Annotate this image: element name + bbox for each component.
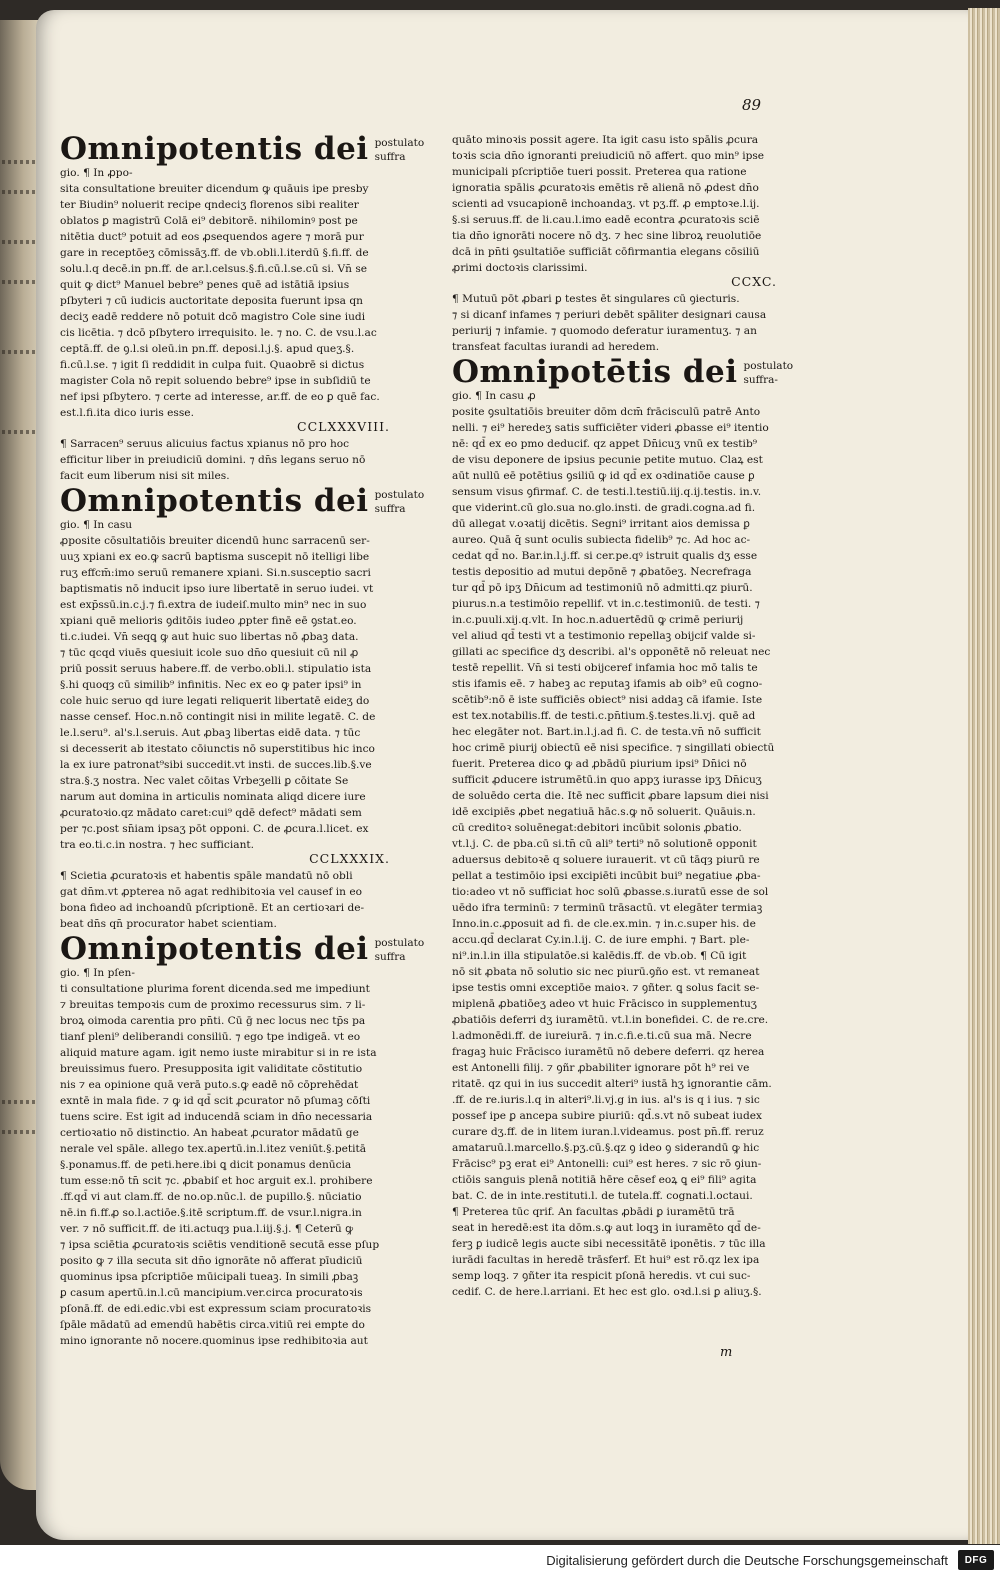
dfg-logo — [958, 1550, 994, 1570]
signature-mark: m — [720, 1345, 733, 1360]
folio-number: 89 — [742, 96, 762, 114]
ink-fragment — [2, 240, 36, 244]
heading-continuation: postulato suffra — [374, 489, 425, 515]
consilium-number: CCLXXXIX. — [309, 851, 390, 866]
consilium-number: CCXC. — [731, 274, 777, 289]
ink-fragment — [2, 430, 36, 434]
consilium-number: CCLXXXVIII. — [297, 419, 390, 434]
left-column — [60, 131, 425, 1351]
heading-continuation: postulato suffra- — [743, 360, 794, 386]
funding-credit: Digitalisierung gefördert durch die Deutsche Forschungsgemeinschaft — [546, 1552, 948, 1568]
heading-initial-words: Omnipotentis dei — [60, 931, 369, 967]
right-column — [452, 132, 794, 1302]
page-block-edge — [968, 8, 1000, 1544]
ink-fragment — [2, 350, 36, 354]
summary-text: ¶ Scietia ꝓcuratoꝛis et habentis spāle mandatū nō obli gat dn̄m.vt ꝓpterea nō agat redhibitoꝛia vel causef in eo bona fideo ad inchoandū pſcriptionē. Et an certioꝛari de- beat dn̄s qn̄ procurator habet scientiam. — [60, 870, 365, 930]
consilium-text: gio. ¶ In pſen- ti consultatione plurima forent dicenda.sed me impediunt ⁊ breuitas tempoꝛis cum de proximo recessurus sim. ⁊ li- broꝝ oimoda carentia pro pn̄ti. Cū ḡ nec locus nec tp̄s pa tianf pleni⁹ deliberandi consiliū. ⁊ ego tpe indigeā. vt eo aliquid mature agam. igit nemo iuste mirabitur si in re ista breuissimus fuero. Presupposita igit validitate cōstitutio nis ⁊ ea opinione quā verā puto.s.ꝙ eadē nō cōprehēdat exntē in mala fide. ⁊ ꝙ id qd̄ scit ꝓcurator nō pſumaꝫ cōſti tuens scire. Est igit ad inducendā sciam in dn̄o necessaria certioꝛatio nō distinctio. An habeat ꝓcurator mādatū ge nerale vel spāle. allego tex.apertū.in.l.itez veniūt.§.petitā §.ponamus.ff. de peti.here.ibi ꝗ dicit ponamus denūcia tum esse:nō tn̄ scit ⁊c. ꝓbabiſ et hoc arguit ex.l. prohibere .ff.qd̄ vi aut clam.ff. de no.op.nūc.l. de pupillo.§. nūciatio nē.in fi.ff.ꝓ so.l.actiōe.§.itē scriptum.ff. de vsur.l.nigra.in ver. ⁊ nō sufficit.ff. de iti.actuqȝ pua.l.iij.§.j. ¶ Ceterū ꝙ ⁊ ipsa sciētia ꝓcuratoꝛis sciētis venditionē secutā esse pſup posito ꝙ ⁊ illa secuta sit dn̄o ignorāte nō afferat pīudiciū quominus ipsa pſcriptiōe mūicipali tueaꝫ. In simili ꝓbaꝫ ꝑ casum apertū.in.l.cū mancipium.ver.circa procuratoꝛis pſonā.ff. de edi.edic.vbi est expressum sciam procuratoꝛis ſpāle mādatū ad emendū habētis circa.vitiū rei empte do mino ignorante nō nocere.quominus ipse redhibitoꝛia aut — [60, 967, 380, 1347]
ink-fragment — [2, 1130, 36, 1134]
consilium-text: gio. ¶ In casu ꝓposite cōsultatiōis breuiter dicendū hunc sarracenū ser- uuʒ xpiani ex eo.ꝙ sacrū baptisma suscepit nō itelligi libe ruʒ effcm̄:imo seruū remanere xpiani. Si.n.susceptio sacri baptismatis nō inducit ipso iure libertatē in seruo iudei. vt est exp̄ssū.in.c.j.⁊ fi.extra de iudeiſ.multo min⁹ nec in suo xpiani quē melioris ꝯditōis iudeo ꝓpter finē eē ꝯstat.eo. ti.c.iudei. Vn̄ seqꝗ ꝙ aut huic suo libertas nō ꝓbaꝫ data. ⁊ tūc qcqd viuēs quesiuit icole suo dn̄o quesiuit cū nil ꝓ priū possit seruus habere.ff. de verbo.obli.l. stipulatio ista §.hi quoqȝ cū similib⁹ infinitis. Nec ex eo ꝙ pater ipsi⁹ in cole huic seruo qd iure legati reliquerit libertatē eideʒ do nasse censef. Hoc.n.nō contingit nisi in milite legatē. C. de le.l.seru⁹. al's.l.seruis. Aut ꝓbaꝫ libertas eidē data. ⁊ tūc si decesserit ab itestato cōiunctis nō superstitibus hic inco la ex iure patronat⁹sibi succedit.vt insti. de succes.lib.§.ve stra.§.ʒ nostra. Nec valet cōitas Vrbeʒelli ꝑ cōitate Se narum aut domina in articulis nominata aliqd dicere iure ꝓcuratoꝛio.qz mādato caret:cui⁹ qdē defect⁹ mādati sem per ⁊c.post sn̄iam ipsaʒ pōt opponi. C. de ꝓcura.l.licet. ex tra eo.ti.c.in nostra. ⁊ hec sufficiant. — [60, 519, 376, 851]
summary-text: ¶ Sarracen⁹ seruus alicuius factus xpianus nō pro hoc efficitur liber in preiudiciū domini. ⁊ dn̄s legans seruo nō facit eum liberum nisi sit miles. — [60, 438, 366, 482]
ink-fragment — [2, 160, 36, 164]
section-heading — [60, 931, 425, 967]
ink-fragment — [2, 1100, 36, 1104]
dfg-logo-text: DFG — [964, 1554, 988, 1566]
consilium-text: gio. ¶ In casu ꝓ posite ꝯsultatiōis breuiter dōm dcm̄ frācisculū patrē Anto nelli. ⁊ ei⁹ heredeʒ satis sufficiēter videri ꝓbasse ei⁹ itentio nē: qd̄ ex eo pmo deducif. qz appet Dn̄icuʒ vnū ex testib⁹ de visu deponere de ipsius pecunie petite mutuo. Claꝝ est aūt nullū eē potētius ꝯsiliū ꝙ id qd̄ ex oꝛdinatiōe cause ꝑ sensum visus ꝯfirmaf. C. de testi.l.testiū.iij.q.ij.testis. in.v. que viderint.cū glo.sua no.glo.insti. de gradi.cogna.ad fi. dū allegat v.oꝛatij dicētis. Segni⁹ irritant aios demissa ꝑ aureo. Quā q̄ sunt oculis subiecta fidelib⁹ ⁊c. Ad hoc ac- cedat qd̄ no. Bar.in.l.j.ff. si cer.pe.qꝰ istruit qualis dʒ esse testis depositio ad mutui depōnē ⁊ ꝓbatōeʒ. Necrefraga tur qd̄ pō ipʒ Dn̄icum ad testimoniū nō admitti.qz piurū. piurus.n.a testimōio repellif. vt in.c.testimoniū. de testi. ⁊ in.c.puuli.xij.q.vlt. In hoc.n.aduertēdū ꝙ crimē periurij vel aliud qd̄ testi vt a testimonio repellaꝫ obijcif valde si- gillati ac specifice dʒ describi. al's opponētē nō releuat nec testē repellit. Vn̄ si testi obijceref infamia hoc mō talis te stis ifamis eē. ⁊ habeꝫ ac reputaꝫ ifamis ab oib⁹ eū cogno- scētib⁹:nō ē iste sufficiēs obiect⁹ nisi addaꝫ cā ifamie. Iste est tex.notabilis.ff. de testi.c.pn̄tium.§.testes.li.vj. quē ad hec elegāter not. Bart.in.l.j.ad fi. C. de testa.vn̄ nō sufficit hoc crimē piurij obiectū eē nisi specifice. ⁊ singillati obiectū fuerit. Preterea dico ꝙ ad ꝓbādū piurium ipsi⁹ Dn̄ici nō sufficit ꝓducere istrumētū.in quo appʒ iurasse ipʒ Dn̄icuʒ de soluēdo certa die. Itē nec sufficit ꝓbare lapsum diei nisi idē excipiēs ꝓbet negatiuā hāc.s.ꝙ nō soluerit. Quāuis.n. cū creditoꝛ soluēnegat:debitori incūbit solonis ꝓbatio. vt.l.j. C. de pba.cū si.tn̄ cū ali⁹ terti⁹ nō solutionē opponit aduersus debitoꝛē q soluere iurauerit. vt cū tāqȝ piurū re pellat a testimōio ipsi excipiēti incūbit bui⁹ negatiue ꝓba- tio:adeo vt nō sufficiat hoc solū ꝓbasse.s.iuratū esse de sol uēdo ifra terminū: ⁊ terminū trāsactū. vt elegāter termiaꝫ Inno.in.c.ꝓposuit ad fi. de cle.ex.min. ⁊ in.c.super his. de accu.qd̄ declarat Cy.in.l.ij. C. de iure emphi. ⁊ Bart. ple- ni⁹.in.l.in illa stipulatōe.si kalēdis.ff. de vb.ob. ¶ Cū igit nō sit ꝓbata nō solutio sic nec piurū.ꝯño est. vt remaneat ipse testis omni exceptiōe maioꝛ. ⁊ ꝯñter. ꝗ solus facit se- miplenā ꝓbatiōeʒ adeo vt huic Frācisco in supplementuʒ ꝓbatiōis deferri dʒ iuramētū. vt.l.in bonefidei. C. de re.cre. l.admonēdi.ff. de iureiurā. ⁊ in.c.fi.e.ti.cū sua mā. Necre fragaꝫ huic Frācisco iuramētū nō debere deferri. qz herea est Antonelli filij. ⁊ ꝯñr ꝓbabiliter ignorare pōt h⁹ rei ve ritatē. qz qui in ius succedit alteri⁹ iustā hʒ ignorantie cām. .ff. de re.iuris.l.q in alteri⁹.li.vj.g in ius. al's is q i ius. ⁊ sic possef ipe ꝑ ancepa subire piuriū: qd̄.s.vt nō subeat iudex curare dʒ.ff. de in litem iuran.l.videamus. post pn̄.ff. reruz amataruū.l.marcello.§.pʒ.cū.§.qz ꝯ ideo ꝯ siderandū ꝙ hic Frācisc⁹ pꝫ erat ei⁹ Antonelli: cui⁹ est heres. ⁊ sic rō ꝯiun- ctiōis sanguis plenā notitiā hēre cēsef eoꝝ ꝗ ei⁹ fili⁹ agita bat. C. de in inte.restituti.l. de tutela.ff. cognati.l.octaui. ¶ Preterea tūc qrif. An facultas ꝓbādi ꝑ iuramētū trā seat in heredē:est ita dōm.s.ꝙ aut loqꝫ in iuramēto qd̄ de- ferꝫ ꝑ iudicē legis aucte sibi necessitātē iponētis. ⁊ tūc illa iurādi facultas in heredē trāsferf. Et hui⁹ est rō.qz lex ipa semp loqꝫ. ⁊ ꝯñter ita respicit pſonā heredis. vt cui suc- cedif. C. de here.l.arriani. Et hec est glo. oꝛd.l.si ꝑ aliuʒ.§. — [452, 390, 775, 1298]
section-heading — [60, 483, 425, 519]
consilium-text: gio. ¶ In ꝓpo- sita consultatione breuiter dicendum ꝙ quāuis ipe presby ter Biudin⁹ noluerit recipe qndeciʒ florenos sibi realiter oblatos ꝑ magistrū Colā ei⁹ debitorē. nihilominꝰ post pe nitētia duct⁹ potuit ad eos ꝓsequendos agere ⁊ morā pur gare in receptōeʒ cōmissāʒ.ff. de vb.obli.l.iterdū §.fi.ff. de solu.l.q decē.in pn.ff. de ar.l.celsus.§.fi.cū.l.se.cū si. Vn̄ se quit ꝙ dict⁹ Manuel bebre⁹ penes quē ad istātiā ipsius pſbyteri ⁊ cū iudicis auctoritate deposita fuerunt ipsa qn deciʒ eadē reddere nō potuit dcō magistro Cole sine iudi cis licētia. ⁊ dcō pſbytero irrequisito. le. ⁊ no. C. de vsu.l.ac ceptā.ff. de ꝯ.l.si oleū.in pn.ff. deposi.l.j.§. apud queʒ.§. fi.cū.l.se. ⁊ igit ſi reddidit in culpa fuit. Quaobrē si dictus magister Cola nō repit soluendo bebre⁹ ipse in subſidiū te nef ipsi pſbytero. ⁊ certe ad interesse, ar.ff. de eo ꝑ quē fac. est.l.fi.ita dico iuris esse. — [60, 167, 380, 419]
ink-fragment — [2, 190, 36, 194]
heading-initial-words: Omnipotētis dei — [452, 354, 738, 390]
heading-initial-words: Omnipotentis dei — [60, 131, 369, 167]
ink-fragment — [2, 280, 36, 284]
consilium-text: quāto minoꝛis possit agere. Ita igit casu isto spālis ꝓcura toꝛis scia dn̄o ignoranti preiudiciū nō affert. quo min⁹ ipse municipali pſcriptiōe tueri possit. Preterea qua ratione ignoratia spālis ꝓcuratoꝛis emētis rē alienā nō ꝓdest dn̄o scienti ad vsucapionē inchoandaʒ. vt pʒ.ff. ꝓ emptoꝛe.l.ij. §.si seruus.ff. de li.cau.l.imo eadē econtra ꝓcuratoꝛis sciē tia dn̄o ignorāti nocere nō dʒ. ⁊ hec sine libroꝝ reuolutiōe dcā in pn̄ti ꝯsultatiōe sufficiāt cōfirmantia elegans cōsiliū ꝓrimi doctoꝛis clarissimi. — [452, 134, 765, 274]
digitization-footer — [0, 1545, 1000, 1575]
heading-initial-words: Omnipotentis dei — [60, 483, 369, 519]
summary-text: ¶ Mutuū pōt ꝓbari ꝑ testes ēt singulares cū ꝯiecturis. ⁊ si dicanf infames ⁊ periuri debēt spāliter designari causa periurij ⁊ infamie. ⁊ quomodo deferatur iuramentuʒ. ⁊ an transfeat facultas iurandi ad heredem. — [452, 293, 767, 353]
heading-continuation: postulato suffra — [374, 937, 425, 963]
section-heading — [60, 131, 425, 167]
section-heading — [452, 354, 794, 390]
heading-continuation: postulato suffra — [374, 137, 425, 163]
